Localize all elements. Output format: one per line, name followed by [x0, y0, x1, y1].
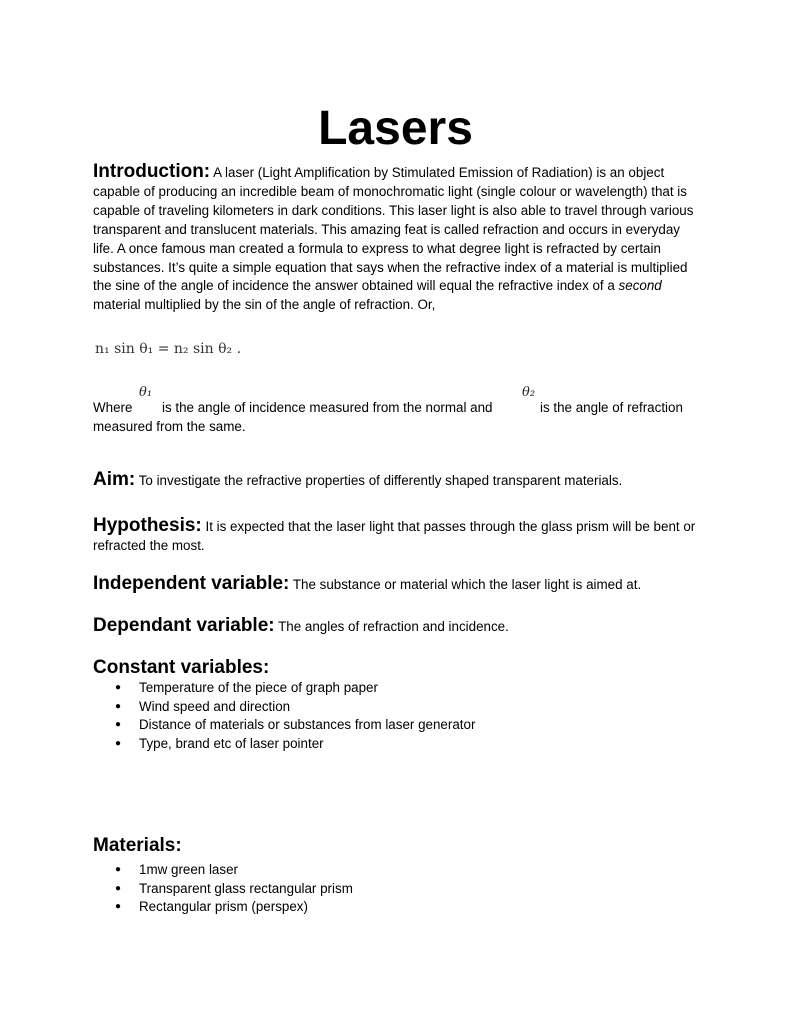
list-item: ● Distance of materials or substances from laser generator [93, 716, 475, 735]
dependant-variable-paragraph [93, 617, 703, 637]
materials-heading: Materials: [93, 835, 182, 856]
introduction-text: A laser (Light Amplification by Stimulated Emission of Radiation) is an object capable of producing an incredible beam of monochromatic light (single colour or wavelength) that is capable of traveling kilometers in dark conditions. This laser light is also able to travel through various transparent and translucent materials. This amazing feat is called refraction and occurs in everyday life. A once famous man created a formula to express to what degree light is refracted by certain substances. It’s quite a simple equation that says when the refractive index of a material is multiplied the sine of the angle of incidence the answer obtained will equal the refractive index of a [93, 165, 694, 294]
list-item: ● Transparent glass rectangular prism [93, 880, 353, 899]
where-measured-text: measured from the same. [93, 419, 246, 434]
theta-1-symbol: θ₁ [139, 385, 153, 400]
list-item: ● Temperature of the piece of graph paper [93, 679, 475, 698]
aim-heading: Aim: [93, 469, 136, 490]
list-item: ● 1mw green laser [93, 861, 353, 880]
list-item: ● Rectangular prism (perspex) [93, 898, 353, 917]
dependant-variable-heading: Dependant variable: [93, 615, 275, 636]
hypothesis-heading: Hypothesis: [93, 515, 202, 536]
introduction-emphasis: second [618, 278, 662, 294]
where-incidence-text: is the angle of incidence measured from the normal and [162, 400, 493, 415]
list-item: ● Type, brand etc of laser pointer [93, 735, 475, 754]
hypothesis-text: It is expected that the laser light that passes through the glass prism will be bent or refracted the most. [93, 519, 696, 553]
constant-variables-heading: Constant variables: [93, 657, 270, 678]
independent-variable-heading: Independent variable: [93, 573, 290, 594]
materials-list [93, 861, 353, 917]
introduction-paragraph [93, 163, 703, 315]
independent-variable-text: The substance or material which the laser light is aimed at. [289, 577, 642, 592]
introduction-heading: Introduction: [93, 161, 211, 182]
introduction-text-end: material multiplied by the sin of the angle of refraction. Or, [93, 297, 436, 313]
aim-paragraph [93, 471, 703, 491]
where-word: Where [93, 400, 133, 415]
theta-2-symbol: θ₂ [522, 385, 536, 400]
independent-variable-paragraph [93, 575, 703, 595]
where-refraction-text: is the angle of refraction [540, 400, 683, 415]
constant-variables-list [93, 679, 475, 754]
list-item: ● Wind speed and direction [93, 698, 475, 717]
document-title: Lasers [318, 102, 473, 155]
dependant-variable-text: The angles of refraction and incidence. [274, 619, 509, 634]
snell-formula: n₁ sin θ₁ = n₂ sin θ₂ . [95, 341, 242, 357]
aim-text: To investigate the refractive properties of differently shaped transparent materials. [135, 473, 623, 488]
hypothesis-paragraph [93, 517, 703, 556]
